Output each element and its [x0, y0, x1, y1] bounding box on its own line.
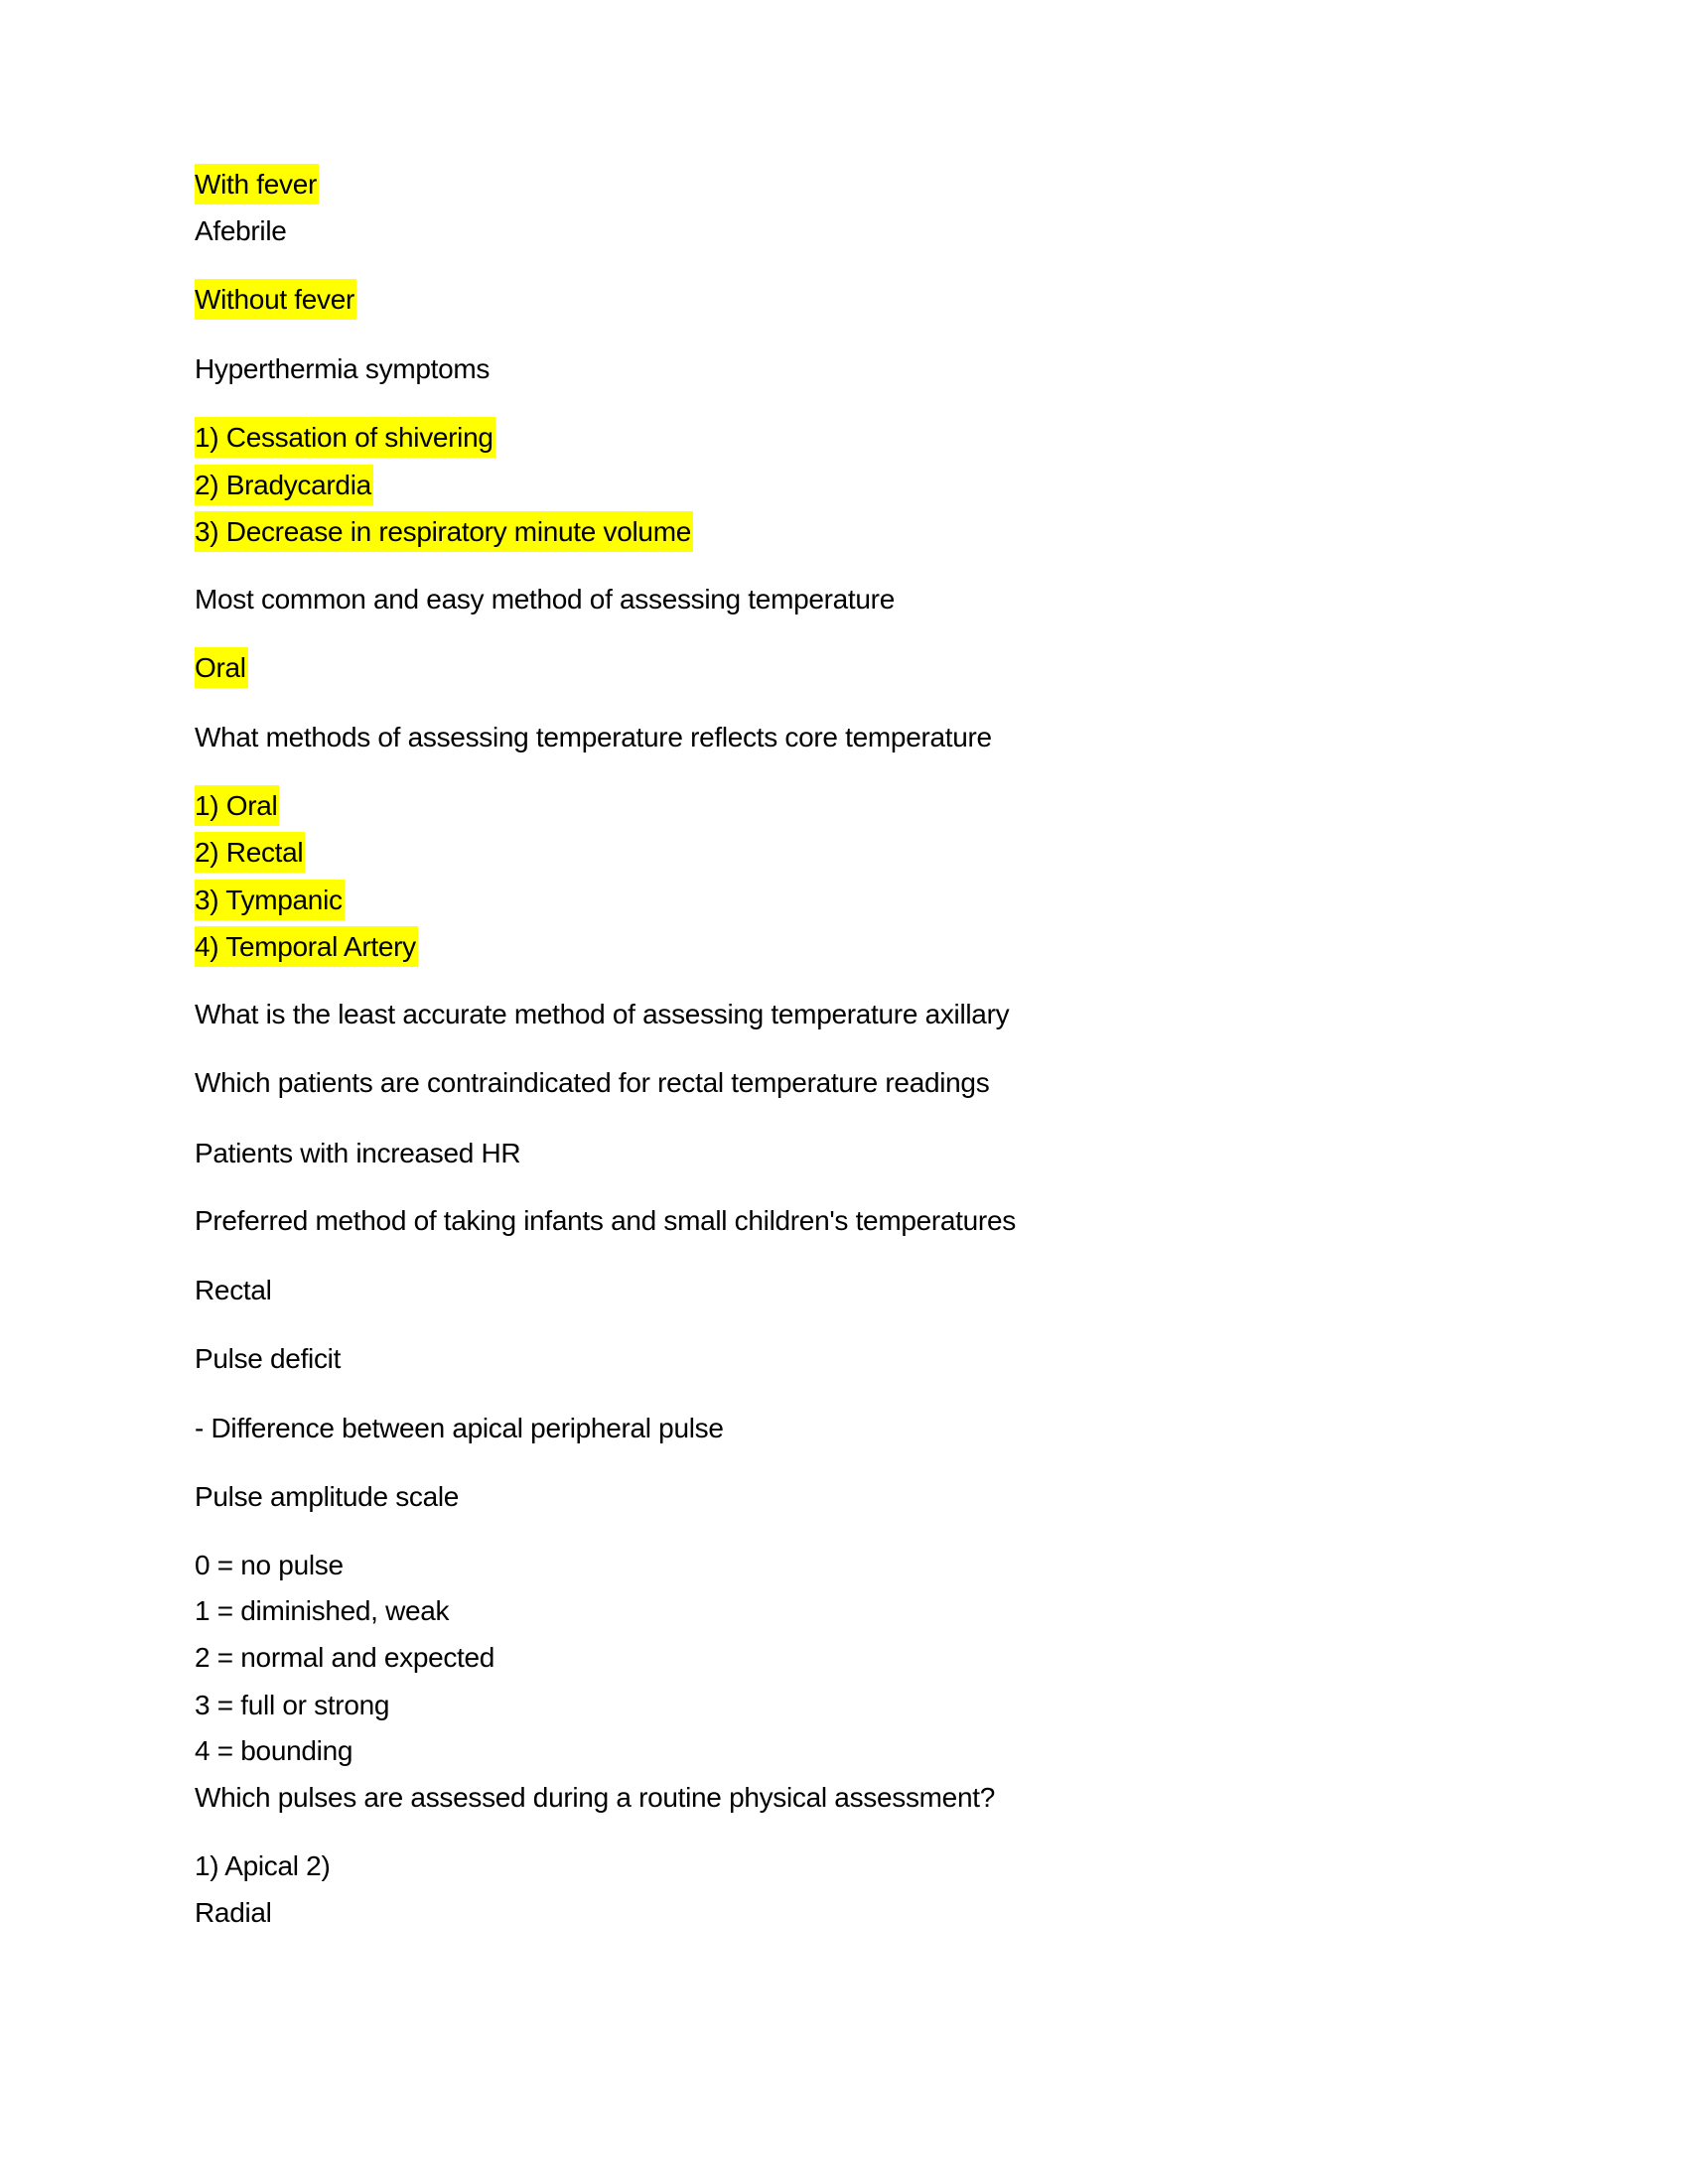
line-text: 4 = bounding: [195, 1734, 353, 1766]
text-line: [195, 991, 1009, 1037]
line-text: Pulse amplitude scale: [195, 1480, 460, 1512]
text-line: [195, 1587, 449, 1634]
line-text: Most common and easy method of assessing temperature: [195, 583, 895, 614]
text-line: [195, 207, 287, 254]
highlighted-text: With fever: [195, 164, 319, 205]
line-text: Radial: [195, 1896, 272, 1928]
highlighted-text: Oral: [195, 647, 248, 688]
line-text: - Difference between apical peripheral pulse: [195, 1412, 724, 1443]
highlighted-text: 3) Tympanic: [195, 880, 345, 920]
text-line: [195, 1405, 724, 1451]
line-text: 1 = diminished, weak: [195, 1594, 450, 1626]
text-line: [195, 1059, 989, 1106]
line-text: Which patients are contraindicated for rectal temperature readings: [195, 1066, 990, 1098]
text-line: [195, 923, 418, 970]
highlighted-text: 3) Decrease in respiratory minute volume: [195, 511, 693, 552]
text-line: [195, 276, 356, 323]
line-text: Rectal: [195, 1274, 272, 1305]
text-line: [195, 1634, 494, 1681]
text-line: [195, 1335, 341, 1382]
text-line: [195, 1197, 1016, 1244]
text-line: [195, 714, 992, 760]
line-text: Pulse deficit: [195, 1342, 342, 1374]
text-line: [195, 782, 279, 829]
text-line: [195, 1267, 272, 1313]
line-text: 3 = full or strong: [195, 1689, 390, 1720]
text-line: [195, 1473, 459, 1520]
text-line: [195, 1843, 330, 1889]
text-line: [195, 644, 248, 691]
line-text: 0 = no pulse: [195, 1549, 344, 1580]
line-text: Patients with increased HR: [195, 1137, 521, 1168]
line-text: Preferred method of taking infants and small children's temperatures: [195, 1204, 1016, 1236]
text-line: [195, 1727, 352, 1774]
text-line: [195, 1889, 272, 1936]
line-text: Afebrile: [195, 214, 287, 246]
highlighted-text: 1) Cessation of shivering: [195, 417, 495, 458]
text-line: [195, 161, 319, 207]
highlighted-text: 2) Bradycardia: [195, 465, 373, 505]
line-text: What methods of assessing temperature reflects core temperature: [195, 721, 992, 752]
text-line: [195, 345, 490, 392]
text-line: [195, 877, 345, 923]
text-line: [195, 576, 895, 622]
line-text: What is the least accurate method of assessing temperature axillary: [195, 998, 1010, 1029]
line-text: Hyperthermia symptoms: [195, 352, 491, 384]
text-line: [195, 1130, 520, 1176]
text-line: [195, 414, 495, 461]
line-text: 2 = normal and expected: [195, 1641, 495, 1673]
text-line: [195, 1542, 344, 1588]
text-line: [195, 1682, 389, 1728]
highlighted-text: Without fever: [195, 279, 356, 320]
text-line: [195, 508, 693, 555]
highlighted-text: 4) Temporal Artery: [195, 926, 418, 967]
text-line: [195, 462, 373, 508]
highlighted-text: 2) Rectal: [195, 832, 305, 873]
highlighted-text: 1) Oral: [195, 785, 279, 826]
line-text: 1) Apical 2): [195, 1849, 331, 1881]
text-line: [195, 1774, 995, 1821]
line-text: Which pulses are assessed during a routine physical assessment?: [195, 1781, 995, 1813]
text-line: [195, 829, 305, 876]
